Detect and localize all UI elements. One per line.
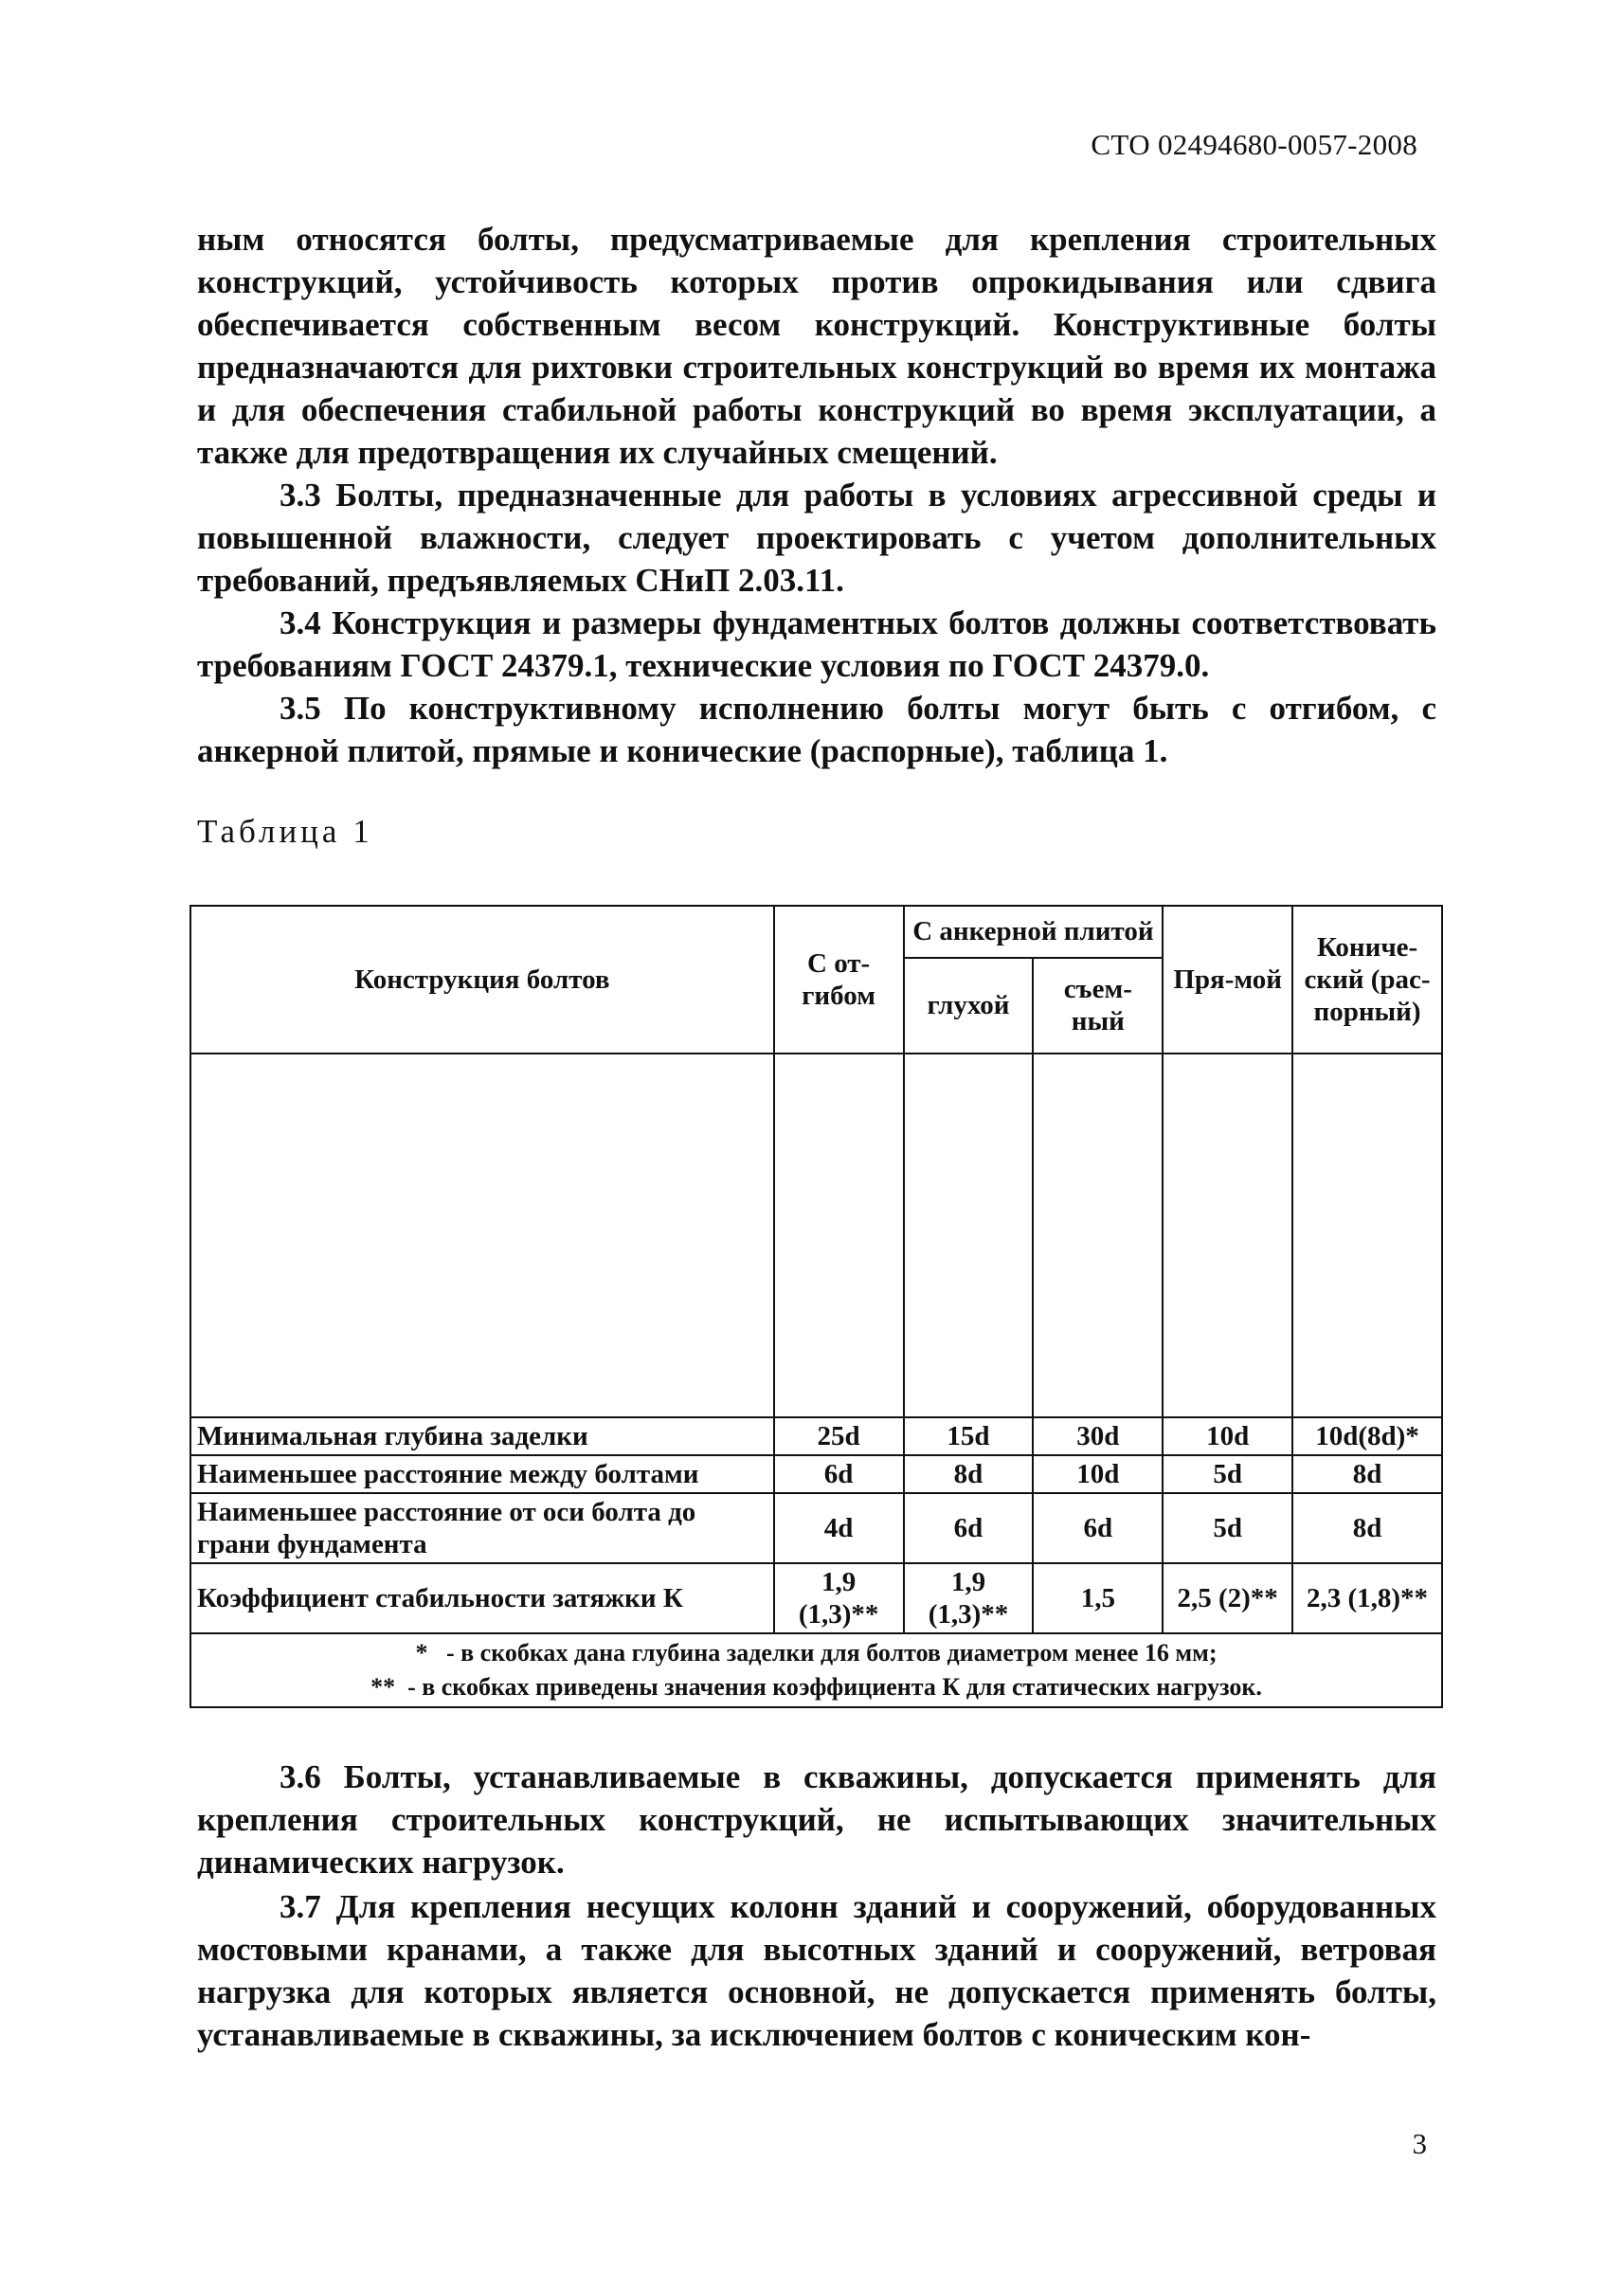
header-bent: С от-гибом — [774, 906, 904, 1054]
drawing-cell — [1292, 1054, 1442, 1417]
row-label: Наименьшее расстояние между болтами — [190, 1455, 774, 1493]
row-label: Минимальная глубина заделки — [190, 1417, 774, 1455]
drawing-cell — [904, 1054, 1034, 1417]
paragraph-3-4: 3.4 Конструкция и размеры фундаментных болтов должны соответствовать требованиям ГОСТ 24379.1, технические условия по ГОСТ 24379.0. — [197, 604, 1436, 684]
header-anchor-blind: глухой — [904, 958, 1034, 1054]
cell-conical: 8d — [1292, 1493, 1442, 1563]
cell-blind: 6d — [904, 1493, 1034, 1563]
cell-conical: 2,3 (1,8)** — [1292, 1563, 1442, 1633]
note-depth: * - в скобках дана глубина заделки для болтов диаметром менее 16 мм; — [415, 1639, 1218, 1666]
row-label: Коэффициент стабильности затяжки К — [190, 1563, 774, 1633]
paragraph-3-3: 3.3 Болты, предназначенные для работы в условиях агрессивной среды и повышенной влажности, следует проектировать с учетом дополнительных требований, предъявляемых СНиП 2.03.11. — [197, 477, 1436, 599]
bolt-table — [189, 905, 1443, 1708]
drawing-cell — [1163, 1054, 1292, 1417]
cell-removable: 10d — [1033, 1455, 1163, 1493]
table-caption: Таблица 1 — [197, 813, 373, 850]
table-row — [190, 1563, 1442, 1633]
table-row — [190, 1417, 1442, 1455]
cell-blind: 15d — [904, 1417, 1034, 1455]
cell-bent: 6d — [774, 1455, 904, 1493]
cell-conical: 8d — [1292, 1455, 1442, 1493]
cell-removable: 30d — [1033, 1417, 1163, 1455]
cell-bent: 1,9 (1,3)** — [774, 1563, 904, 1633]
table-row — [190, 1493, 1442, 1563]
table-notes-row — [190, 1633, 1442, 1707]
cell-blind: 8d — [904, 1455, 1034, 1493]
note-coefficient: ** - в скобках приведены значения коэффициента К для статических нагрузок. — [370, 1673, 1262, 1701]
bolt-drawing-row — [190, 1054, 1442, 1417]
document-code: СТО 02494680-0057-2008 — [1091, 128, 1417, 161]
cell-straight: 5d — [1163, 1493, 1292, 1563]
paragraph-continuation: ным относятся болты, предусматриваемые для крепления строительных конструкций, устойчивость которых против опрокидывания или сдвига обеспечивается собственным весом конструкций. Конструктивные болты предназначаются для рихтовки строительных конструкций во время их монтажа и для обеспечения стабильной работы конструкций во время эксплуатации, а также для предотвращения их случайных смещений. — [197, 221, 1436, 471]
table-header-row — [190, 906, 1442, 958]
intro-text — [197, 218, 1436, 772]
header-anchor: С анкерной плитой — [904, 906, 1164, 958]
cell-straight: 5d — [1163, 1455, 1292, 1493]
row-label: Наименьшее расстояние от оси болта до грани фундамента — [190, 1493, 774, 1563]
header-construction: Конструкция болтов — [190, 906, 774, 1054]
header-conical: Кониче-ский (рас-порный) — [1292, 906, 1442, 1054]
page-number: 3 — [1412, 2127, 1427, 2160]
header-anchor-removable: съем-ный — [1033, 958, 1163, 1054]
paragraph-3-6: 3.6 Болты, устанавливаемые в скважины, допускается применять для крепления строительных конструкций, не испытывающих значительных динамических нагрузок. — [197, 1758, 1436, 1881]
paragraph-3-5: 3.5 По конструктивному исполнению болты могут быть с отгибом, с анкерной плитой, прямые и конические (распорные), таблица 1. — [197, 690, 1436, 769]
cell-bent: 4d — [774, 1493, 904, 1563]
cell-straight: 2,5 (2)** — [1163, 1563, 1292, 1633]
outro-text — [197, 1756, 1436, 2056]
drawing-cell — [190, 1054, 774, 1417]
header-straight: Пря-мой — [1163, 906, 1292, 1054]
cell-bent: 25d — [774, 1417, 904, 1455]
paragraph-3-7: 3.7 Для крепления несущих колонн зданий и сооружений, оборудованных мостовыми кранами, а также для высотных зданий и сооружений, ветровая нагрузка для которых является основной, не допускается применять болты, устанавливаемые в скважины, за исключением болтов с коническим кон- — [197, 1888, 1436, 2053]
cell-straight: 10d — [1163, 1417, 1292, 1455]
cell-removable: 1,5 — [1033, 1563, 1163, 1633]
cell-conical: 10d(8d)* — [1292, 1417, 1442, 1455]
cell-blind: 1,9 (1,3)** — [904, 1563, 1034, 1633]
cell-removable: 6d — [1033, 1493, 1163, 1563]
table-notes — [190, 1633, 1442, 1707]
drawing-cell — [774, 1054, 904, 1417]
drawing-cell — [1033, 1054, 1163, 1417]
table-row — [190, 1455, 1442, 1493]
